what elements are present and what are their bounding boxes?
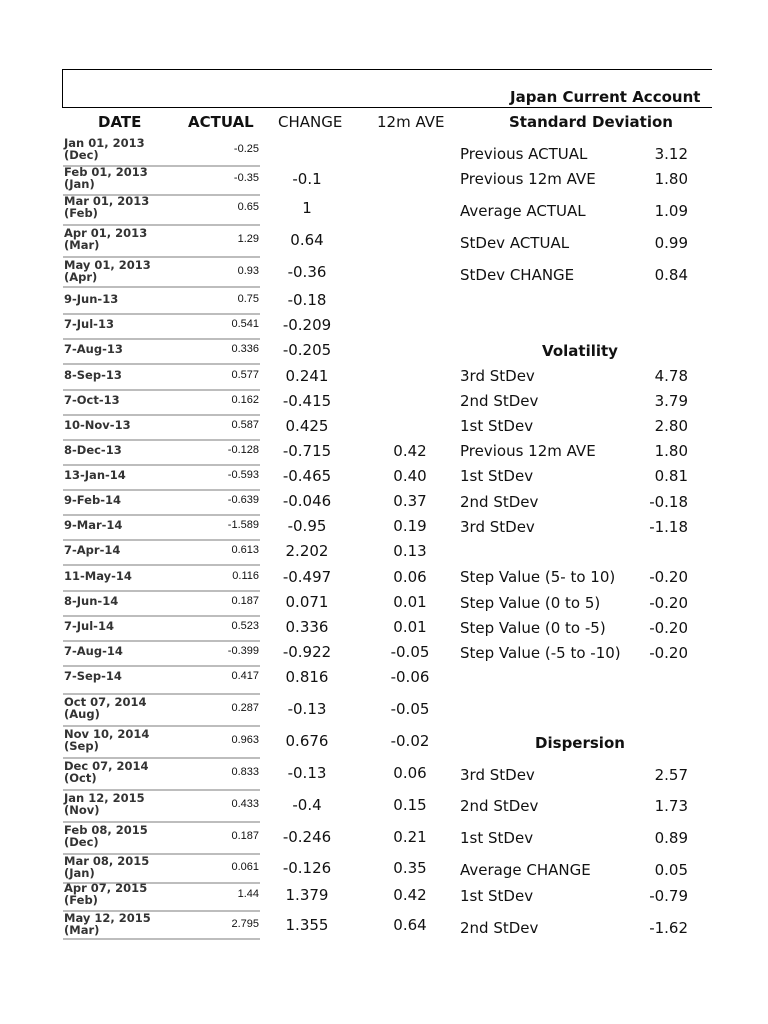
row-date: 9-Feb-14 (64, 493, 121, 507)
dispersion-value: 2.57 (654, 766, 688, 784)
row-change: 0.336 (285, 618, 329, 636)
row-actual: -0.128 (227, 444, 259, 456)
row-actual: 0.116 (232, 570, 259, 582)
row-divider (63, 363, 260, 365)
row-12m-ave: -0.05 (390, 643, 430, 661)
row-12m-ave: -0.02 (390, 732, 430, 750)
row-date: 7-Aug-13 (64, 342, 123, 356)
row-divider (63, 665, 260, 667)
dispersion-title: Dispersion (535, 734, 625, 752)
stdev-value: 1.80 (654, 170, 688, 188)
row-actual: 0.541 (231, 318, 259, 330)
row-date: Oct 07, 2014 (Aug) (64, 695, 147, 721)
row-divider (63, 615, 260, 617)
row-date: Mar 08, 2015 (Jan) (64, 854, 150, 880)
volatility-value: -1.18 (649, 518, 688, 536)
row-actual: 0.187 (231, 830, 259, 842)
row-change: -0.13 (287, 764, 327, 782)
row-change: 1.379 (285, 886, 329, 904)
stdev-value: 1.09 (654, 202, 688, 220)
row-date: 10-Nov-13 (64, 418, 131, 432)
row-actual: 1.29 (237, 233, 259, 245)
row-actual: -0.399 (227, 645, 259, 657)
dispersion-label: 1st StDev (460, 829, 534, 847)
stdev-label: Average ACTUAL (460, 202, 586, 220)
row-12m-ave: 0.01 (393, 593, 427, 611)
row-change: -0.497 (282, 568, 332, 586)
step-label: Step Value (5- to 10) (460, 568, 616, 586)
row-change: -0.1 (292, 170, 322, 188)
row-date: 8-Sep-13 (64, 368, 122, 382)
row-actual: 0.833 (231, 766, 259, 778)
row-divider (63, 286, 260, 288)
row-change: -0.13 (287, 700, 327, 718)
row-divider (63, 564, 260, 566)
step-label: Step Value (0 to 5) (460, 594, 601, 612)
volatility-value: 4.78 (654, 367, 688, 385)
row-date: 9-Jun-13 (64, 292, 119, 306)
row-change: -0.36 (287, 263, 327, 281)
volatility-label: 1st StDev (460, 467, 534, 485)
row-divider (63, 539, 260, 541)
row-12m-ave: 0.06 (393, 764, 427, 782)
row-change: 0.816 (285, 668, 329, 686)
sheet-title: Japan Current Account (510, 88, 701, 106)
row-date: Apr 07, 2015 (Feb) (64, 881, 148, 907)
row-change: -0.046 (282, 492, 332, 510)
volatility-label: 3rd StDev (460, 367, 535, 385)
row-change: -0.126 (282, 859, 332, 877)
row-date: Jan 01, 2013 (Dec) (64, 136, 145, 162)
row-divider (63, 938, 260, 940)
row-date: 8-Jun-14 (64, 594, 119, 608)
volatility-title: Volatility (542, 342, 618, 360)
row-actual: 0.162 (231, 394, 259, 406)
row-12m-ave: 0.42 (393, 442, 427, 460)
row-change: 1 (302, 199, 312, 217)
row-12m-ave: 0.15 (393, 796, 427, 814)
row-actual: 0.187 (231, 595, 259, 607)
header-actual: ACTUAL (188, 113, 254, 131)
row-actual: 0.061 (231, 861, 259, 873)
row-actual: 0.587 (231, 419, 259, 431)
row-actual: -1.589 (227, 519, 259, 531)
row-change: -0.18 (287, 291, 327, 309)
dispersion-label: Average CHANGE (460, 861, 591, 879)
row-actual: 0.613 (231, 544, 259, 556)
row-12m-ave: 0.64 (393, 916, 427, 934)
row-12m-ave: 0.01 (393, 618, 427, 636)
step-label: Step Value (-5 to -10) (460, 644, 621, 662)
row-change: -0.209 (282, 316, 332, 334)
volatility-label: 2nd StDev (460, 493, 539, 511)
row-divider (63, 414, 260, 416)
dispersion-label: 2nd StDev (460, 919, 539, 937)
row-change: 1.355 (285, 916, 329, 934)
row-divider (63, 338, 260, 340)
row-12m-ave: 0.40 (393, 467, 427, 485)
row-divider (63, 590, 260, 592)
row-date: Apr 01, 2013 (Mar) (64, 226, 148, 252)
row-change: -0.922 (282, 643, 332, 661)
row-date: 13-Jan-14 (64, 468, 126, 482)
row-actual: 1.44 (237, 888, 259, 900)
row-12m-ave: 0.19 (393, 517, 427, 535)
header-date: DATE (98, 113, 142, 131)
row-date: Dec 07, 2014 (Oct) (64, 759, 149, 785)
row-date: 9-Mar-14 (64, 518, 123, 532)
stdev-label: Previous ACTUAL (460, 145, 588, 163)
row-date: 7-Jul-13 (64, 317, 114, 331)
row-12m-ave: 0.06 (393, 568, 427, 586)
row-divider (63, 439, 260, 441)
row-date: May 01, 2013 (Apr) (64, 258, 151, 284)
row-change: -0.95 (287, 517, 327, 535)
row-divider (63, 514, 260, 516)
row-change: -0.246 (282, 828, 332, 846)
row-12m-ave: 0.35 (393, 859, 427, 877)
row-12m-ave: 0.13 (393, 542, 427, 560)
row-date: Jan 12, 2015 (Nov) (64, 791, 145, 817)
step-value: -0.20 (649, 594, 688, 612)
row-date: Mar 01, 2013 (Feb) (64, 194, 150, 220)
row-change: 0.64 (290, 231, 324, 249)
row-divider (63, 489, 260, 491)
step-value: -0.20 (649, 568, 688, 586)
volatility-value: 0.81 (654, 467, 688, 485)
row-actual: 2.795 (231, 918, 259, 930)
row-date: Nov 10, 2014 (Sep) (64, 727, 150, 753)
row-change: -0.465 (282, 467, 332, 485)
row-actual: -0.35 (233, 172, 259, 184)
row-date: 7-Apr-14 (64, 543, 121, 557)
row-12m-ave: 0.21 (393, 828, 427, 846)
row-12m-ave: 0.42 (393, 886, 427, 904)
row-change: 0.071 (285, 593, 329, 611)
row-date: 7-Jul-14 (64, 619, 114, 633)
step-label: Step Value (0 to -5) (460, 619, 606, 637)
row-date: Feb 01, 2013 (Jan) (64, 165, 148, 191)
stdev-label: StDev ACTUAL (460, 234, 570, 252)
stdev-value: 3.12 (654, 145, 688, 163)
row-divider (63, 464, 260, 466)
row-actual: 0.433 (231, 798, 259, 810)
row-change: -0.4 (292, 796, 322, 814)
header-standard-deviation: Standard Deviation (509, 113, 673, 131)
volatility-label: 2nd StDev (460, 392, 539, 410)
row-actual: 0.93 (237, 265, 259, 277)
row-actual: 0.577 (231, 369, 259, 381)
row-actual: 0.65 (237, 201, 259, 213)
stdev-label: Previous 12m AVE (460, 170, 596, 188)
volatility-value: 3.79 (654, 392, 688, 410)
row-change: -0.415 (282, 392, 332, 410)
row-date: 7-Aug-14 (64, 644, 123, 658)
row-actual: 0.963 (231, 734, 259, 746)
row-actual: 0.336 (231, 343, 259, 355)
row-actual: 0.417 (231, 670, 259, 682)
stdev-value: 0.84 (654, 266, 688, 284)
stdev-label: StDev CHANGE (460, 266, 575, 284)
dispersion-value: -0.79 (649, 887, 688, 905)
row-actual: 0.75 (237, 293, 259, 305)
row-date: May 12, 2015 (Mar) (64, 911, 151, 937)
row-change: -0.205 (282, 341, 332, 359)
dispersion-value: 1.73 (654, 797, 688, 815)
volatility-label: 3rd StDev (460, 518, 535, 536)
row-change: 0.241 (285, 367, 329, 385)
row-date: Feb 08, 2015 (Dec) (64, 823, 148, 849)
step-value: -0.20 (649, 619, 688, 637)
header-change: CHANGE (278, 113, 343, 131)
volatility-value: -0.18 (649, 493, 688, 511)
row-change: 0.425 (285, 417, 329, 435)
step-value: -0.20 (649, 644, 688, 662)
volatility-label: 1st StDev (460, 417, 534, 435)
row-12m-ave: 0.37 (393, 492, 427, 510)
dispersion-value: 0.89 (654, 829, 688, 847)
header-12m-ave: 12m AVE (377, 113, 445, 131)
volatility-value: 1.80 (654, 442, 688, 460)
row-date: 7-Sep-14 (64, 669, 122, 683)
dispersion-label: 1st StDev (460, 887, 534, 905)
row-actual: -0.25 (233, 143, 259, 155)
row-actual: -0.639 (227, 494, 259, 506)
row-change: -0.715 (282, 442, 332, 460)
row-divider (63, 640, 260, 642)
row-actual: -0.593 (227, 469, 259, 481)
stdev-value: 0.99 (654, 234, 688, 252)
row-12m-ave: -0.05 (390, 700, 430, 718)
volatility-value: 2.80 (654, 417, 688, 435)
row-date: 8-Dec-13 (64, 443, 122, 457)
row-actual: 0.287 (231, 702, 259, 714)
row-change: 0.676 (285, 732, 329, 750)
dispersion-label: 2nd StDev (460, 797, 539, 815)
volatility-label: Previous 12m AVE (460, 442, 596, 460)
dispersion-label: 3rd StDev (460, 766, 535, 784)
row-date: 11-May-14 (64, 569, 132, 583)
row-12m-ave: -0.06 (390, 668, 430, 686)
row-divider (63, 389, 260, 391)
dispersion-value: 0.05 (654, 861, 688, 879)
row-change: 2.202 (285, 542, 329, 560)
dispersion-value: -1.62 (649, 919, 688, 937)
row-actual: 0.523 (231, 620, 259, 632)
row-date: 7-Oct-13 (64, 393, 120, 407)
row-divider (63, 313, 260, 315)
